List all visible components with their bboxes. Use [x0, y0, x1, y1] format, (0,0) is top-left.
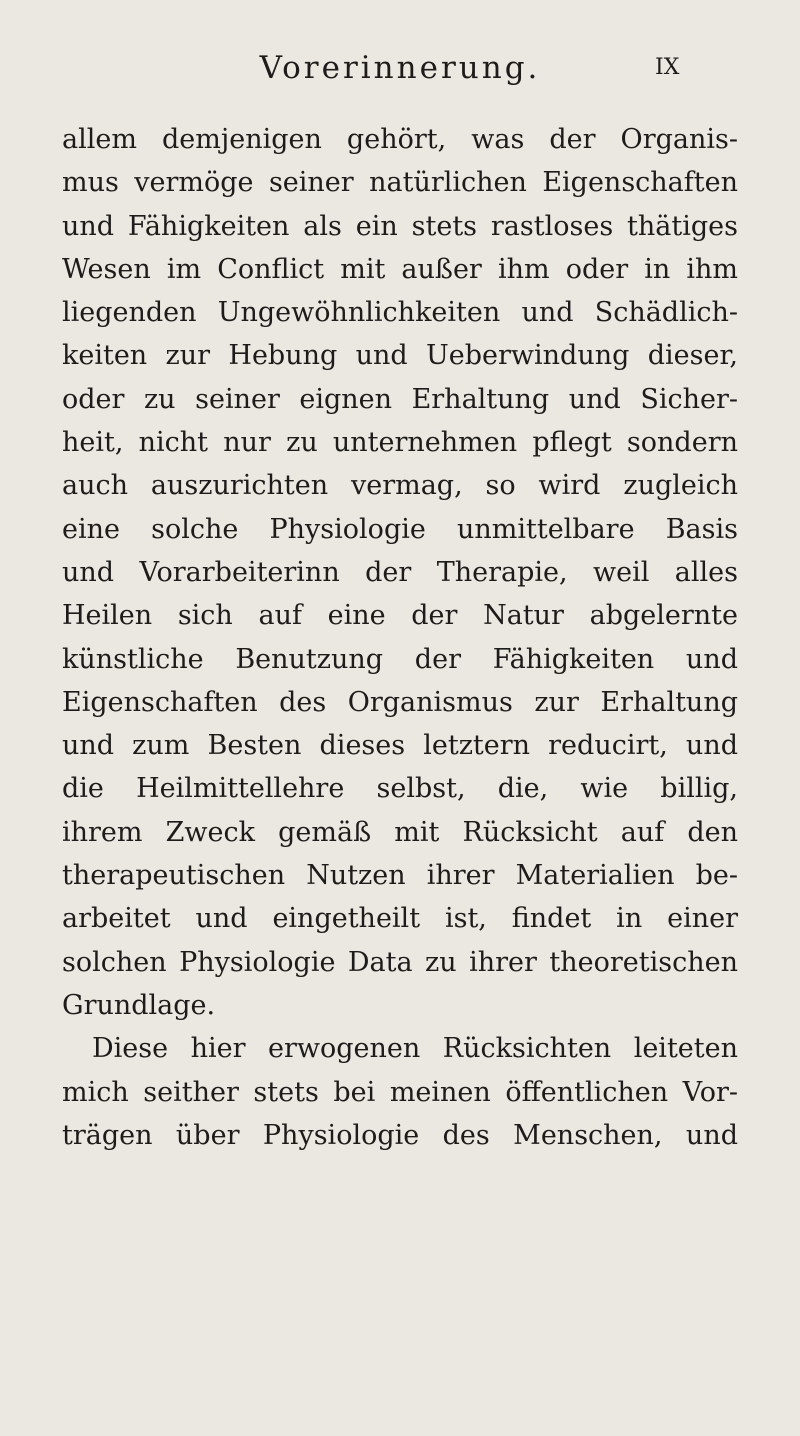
text-line: und Fähigkeiten als ein stets rastloses thätiges [62, 210, 738, 242]
running-title: Vorerinnerung. [259, 50, 541, 86]
text-line: keiten zur Hebung und Ueberwindung dieser, [62, 340, 738, 372]
text-line: die Heilmittellehre selbst, die, wie billig, [62, 773, 738, 805]
text-line: mus vermöge seiner natürlichen Eigenschaften [62, 167, 738, 199]
running-head [0, 38, 800, 98]
text-line: und Vorarbeiterinn der Therapie, weil alles [62, 556, 738, 588]
text-line: Heilen sich auf eine der Natur abgelernte [62, 600, 738, 632]
text-line: Eigenschaften des Organismus zur Erhaltung [62, 686, 738, 718]
body-text [62, 118, 738, 1157]
text-line: ihrem Zweck gemäß mit Rücksicht auf den [62, 816, 738, 848]
text-line: liegenden Ungewöhnlichkeiten und Schädlich- [62, 297, 738, 329]
text-line: Wesen im Conflict mit außer ihm oder in ihm [62, 253, 738, 285]
text-line: künstliche Benutzung der Fähigkeiten und [62, 643, 738, 675]
text-line: auch auszurichten vermag, so wird zugleich [62, 470, 738, 502]
page-number: IX [655, 55, 680, 80]
text-line: und zum Besten dieses letztern reducirt, und [62, 730, 738, 762]
text-line: solchen Physiologie Data zu ihrer theoretischen [62, 946, 738, 978]
text-line: oder zu seiner eignen Erhaltung und Sicher- [62, 383, 738, 415]
text-line: eine solche Physiologie unmittelbare Basis [62, 513, 738, 545]
text-line: mich seither stets bei meinen öffentlichen Vor- [62, 1076, 738, 1108]
paragraph-start-line: Diese hier erwogenen Rücksichten leiteten [92, 1033, 738, 1065]
text-line: therapeutischen Nutzen ihrer Materialien be- [62, 860, 738, 892]
text-line: trägen über Physiologie des Menschen, und [62, 1119, 738, 1151]
text-line: arbeitet und eingetheilt ist, findet in einer [62, 903, 738, 935]
text-line: heit, nicht nur zu unternehmen pflegt sondern [62, 427, 738, 459]
paragraph-end-line: Grundlage. [62, 989, 216, 1021]
text-line: allem demjenigen gehört, was der Organis- [62, 124, 738, 155]
